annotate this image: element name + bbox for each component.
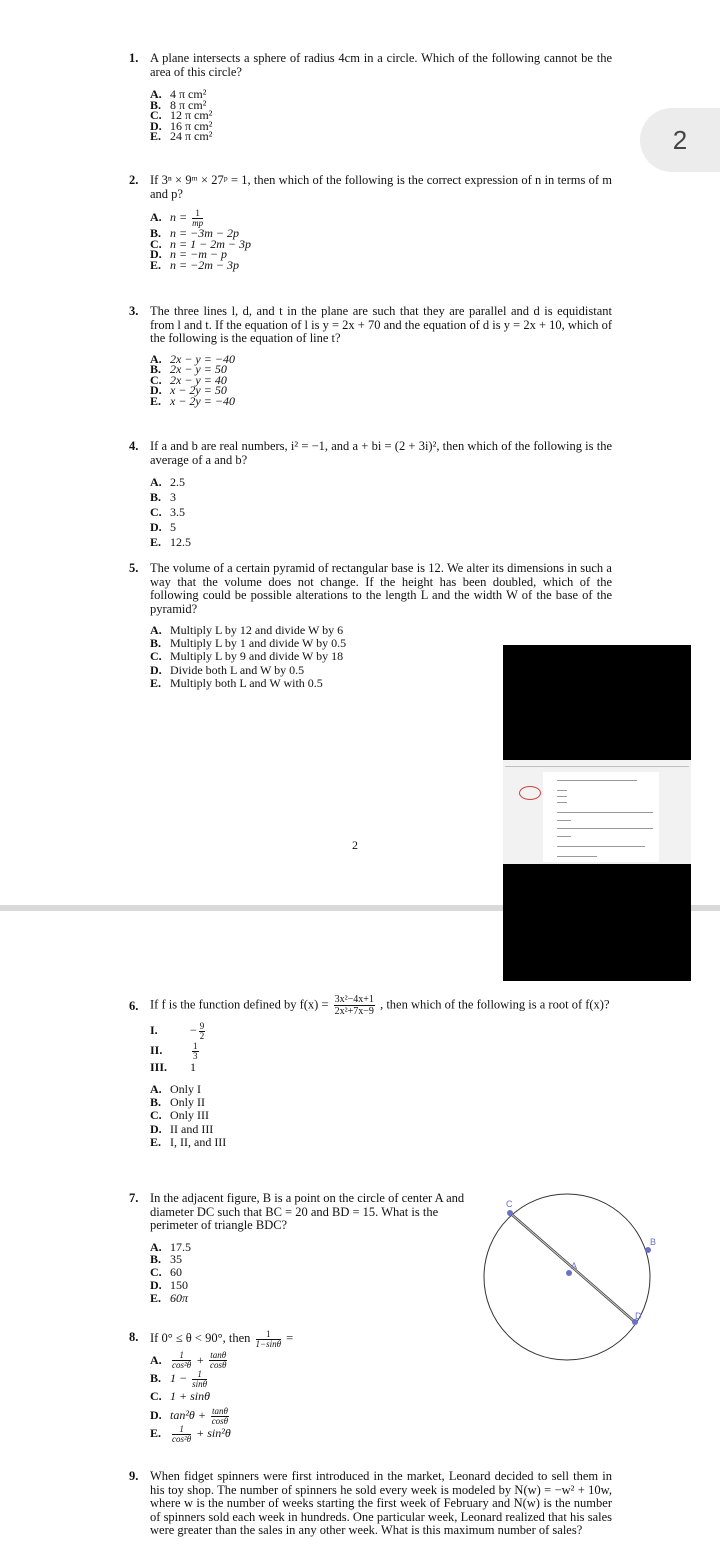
option-a[interactable]: A. 17.5: [150, 1239, 191, 1254]
option-c[interactable]: C. 3.5: [150, 505, 185, 519]
option-e[interactable]: E. 12.5: [150, 535, 191, 549]
option-c[interactable]: C. 2x − y = 40: [150, 372, 227, 387]
roman-item-1: I. − $\frac{9}{2}$: [150, 1020, 205, 1041]
point-b: [645, 1247, 651, 1253]
page-indicator-badge[interactable]: 2: [640, 108, 720, 172]
thumbnail-page: [543, 772, 659, 862]
label-d: D: [635, 1311, 642, 1321]
document-thumbnail-preview[interactable]: [503, 760, 691, 864]
option-a[interactable]: A. n = $\frac{1}{mp}$: [150, 207, 204, 228]
options-list: [150, 1241, 470, 1305]
roman-item-2: II. $\frac{1}{3}$: [150, 1040, 198, 1061]
option-b[interactable]: B. 1 − $\frac{1}{\sin\theta}$: [150, 1368, 208, 1389]
option-b[interactable]: B. n = −3m − 2p: [150, 226, 239, 240]
fraction: $\frac{\tan\theta}{\cos\theta}$: [211, 1405, 229, 1426]
question-number: 1.: [129, 51, 139, 65]
options-list: [150, 1351, 612, 1443]
fraction: $\frac{\tan\theta}{\cos\theta}$: [209, 1350, 227, 1371]
question-9: [130, 1470, 612, 1538]
option-c[interactable]: C. Only III: [150, 1108, 209, 1123]
question-text: If 0° ≤ θ < 90°, then $\frac{1}{1-\sin\theta}$ =: [150, 1328, 294, 1349]
fraction: $\frac{1}{1-\sin\theta}$: [255, 1328, 281, 1349]
option-c[interactable]: C. 12 π cm²: [150, 108, 213, 123]
option-b[interactable]: B. 35: [150, 1252, 182, 1267]
option-c[interactable]: C. 60: [150, 1265, 182, 1280]
video-overlay-bottom: [503, 864, 691, 981]
option-d[interactable]: D. 5: [150, 520, 176, 534]
question-number: 7.: [129, 1191, 139, 1205]
fraction: $\frac{1}{3}$: [193, 1040, 198, 1061]
option-b[interactable]: B. 2x − y = 50: [150, 362, 227, 377]
page-number: 2: [352, 838, 358, 852]
annotation-mark-icon: [519, 786, 541, 800]
question-text: A plane intersects a sphere of radius 4cm in a circle. Which of the following cannot be the area of this circle?: [150, 51, 612, 79]
question-number: 5.: [129, 561, 139, 575]
option-c[interactable]: C. Multiply L by 9 and divide W by 18: [150, 649, 344, 664]
option-c[interactable]: C. 1 + sinθ: [150, 1389, 210, 1404]
fraction: $\frac{\text{3x²−4x+1}}{\text{2x²+7x−9}}$: [334, 994, 374, 1017]
option-d[interactable]: D. n = −m − p: [150, 247, 227, 262]
fraction: $\frac{1}{\text{cos²θ}}$: [172, 1423, 192, 1444]
question-text: The volume of a certain pyramid of rectangular base is 12. We alter its dimensions in such a way that the volume does not change. If the height has been doubled, which of the following could be possible alterations to the length L and the width W of the base of the pyramid?: [150, 561, 612, 616]
option-d[interactable]: D. x − 2y = 50: [150, 383, 227, 398]
option-a[interactable]: A. 2x − y = −40: [150, 351, 235, 366]
option-e[interactable]: E. Multiply both L and W with 0.5: [150, 675, 323, 690]
option-c[interactable]: C. n = 1 − 2m − 3p: [150, 236, 251, 251]
option-a[interactable]: A. $\frac{1}{\text{cos²θ}}$ + $\frac{\tan\theta}{\cos\theta}$: [150, 1350, 227, 1371]
question-1: [130, 52, 612, 142]
question-number: 8.: [129, 1330, 139, 1344]
question-number: 6.: [129, 999, 139, 1013]
video-overlay-top: [503, 645, 691, 760]
option-d[interactable]: D. 150: [150, 1277, 188, 1292]
fraction: $\frac{1}{mp}$: [192, 207, 204, 228]
option-a[interactable]: A. Only I: [150, 1082, 201, 1096]
question-number: 3.: [129, 304, 139, 318]
options-list: [150, 351, 612, 408]
option-b[interactable]: B. Only II: [150, 1095, 205, 1110]
point-c: [507, 1210, 513, 1216]
option-d[interactable]: D. Divide both L and W by 0.5: [150, 662, 305, 677]
question-number: 4.: [129, 439, 139, 453]
question-3: [130, 305, 612, 406]
option-a[interactable]: A. Multiply L by 12 and divide W by 6: [150, 623, 344, 637]
option-d[interactable]: D. 16 π cm²: [150, 118, 213, 133]
option-e[interactable]: E. I, II, and III: [150, 1134, 227, 1149]
question-text: When fidget spinners were first introduced in the market, Leonard decided to sell them in his toy shop. The number of spinners he sold every week is modeled by N(w) = −w² + 10w, where w is the number of weeks starting the first week of February and N(w) is the number of spinners sold each week in hundreds. One particular week, Leonard realized that his sales were greater than the sales in any other week. What is this maximum number of sales?: [150, 1469, 612, 1537]
question-number: 2.: [129, 173, 139, 187]
question-6: [130, 994, 612, 1149]
option-e[interactable]: E. $\frac{1}{\text{cos²θ}}$ + sin²θ: [150, 1423, 231, 1444]
label-b: B: [650, 1237, 657, 1247]
question-number: 9.: [129, 1469, 139, 1483]
option-d[interactable]: D. tan²θ + $\frac{\tan\theta}{\cos\theta}$: [150, 1405, 229, 1426]
label-c: C: [506, 1199, 513, 1209]
fraction: $\frac{1}{\text{cos²θ}}$: [172, 1350, 192, 1371]
option-b[interactable]: B. Multiply L by 1 and divide W by 0.5: [150, 636, 347, 651]
option-b[interactable]: B. 8 π cm²: [150, 97, 207, 112]
question-2: [130, 174, 612, 270]
fraction: $\frac{1}{\sin\theta}$: [192, 1368, 208, 1389]
option-e[interactable]: E. n = −2m − 3p: [150, 257, 239, 272]
question-text: The three lines l, d, and t in the plane are such that they are parallel and d is equidistant from l and t. If the equation of l is y = 2x + 70 and the equation of d is y = 2x + 10, which of the following is the equation of line t?: [150, 304, 612, 345]
options-list: [150, 475, 612, 550]
options-list: [150, 89, 612, 142]
options-list: [150, 207, 612, 270]
roman-list: [150, 1021, 612, 1075]
question-4: [130, 440, 612, 550]
option-e[interactable]: E. 60π: [150, 1290, 189, 1305]
option-a[interactable]: A. 2.5: [150, 475, 185, 489]
option-a[interactable]: A. 4 π cm²: [150, 87, 207, 101]
option-d[interactable]: D. II and III: [150, 1121, 214, 1136]
option-e[interactable]: E. 24 π cm²: [150, 129, 213, 144]
fraction: $\frac{9}{2}$: [199, 1020, 205, 1041]
question-text: If f is the function defined by f(x) = $\frac{\text{3x²−4x+1}}{\text{2x²+7x−9}}$ , then which of the following is a root of f(x)?: [150, 994, 610, 1017]
options-list: [150, 1083, 612, 1149]
label-a: A: [571, 1261, 578, 1271]
option-b[interactable]: B. 3: [150, 490, 176, 504]
question-text: If 3ⁿ × 9ᵐ × 27ᵖ = 1, then which of the following is the correct expression of n in terms of m and p?: [150, 173, 612, 201]
question-text: In the adjacent figure, B is a point on the circle of center A and diameter DC such that BC = 20 and BD = 15. What is the perimeter of triangle BDC?: [150, 1191, 465, 1232]
option-e[interactable]: E. x − 2y = −40: [150, 393, 235, 408]
roman-item-3: III. 1: [150, 1060, 196, 1075]
question-7: [130, 1192, 470, 1304]
question-text: If a and b are real numbers, i² = −1, and a + bi = (2 + 3i)², then which of the following is the average of a and b?: [150, 439, 612, 467]
question-8: [130, 1328, 612, 1443]
